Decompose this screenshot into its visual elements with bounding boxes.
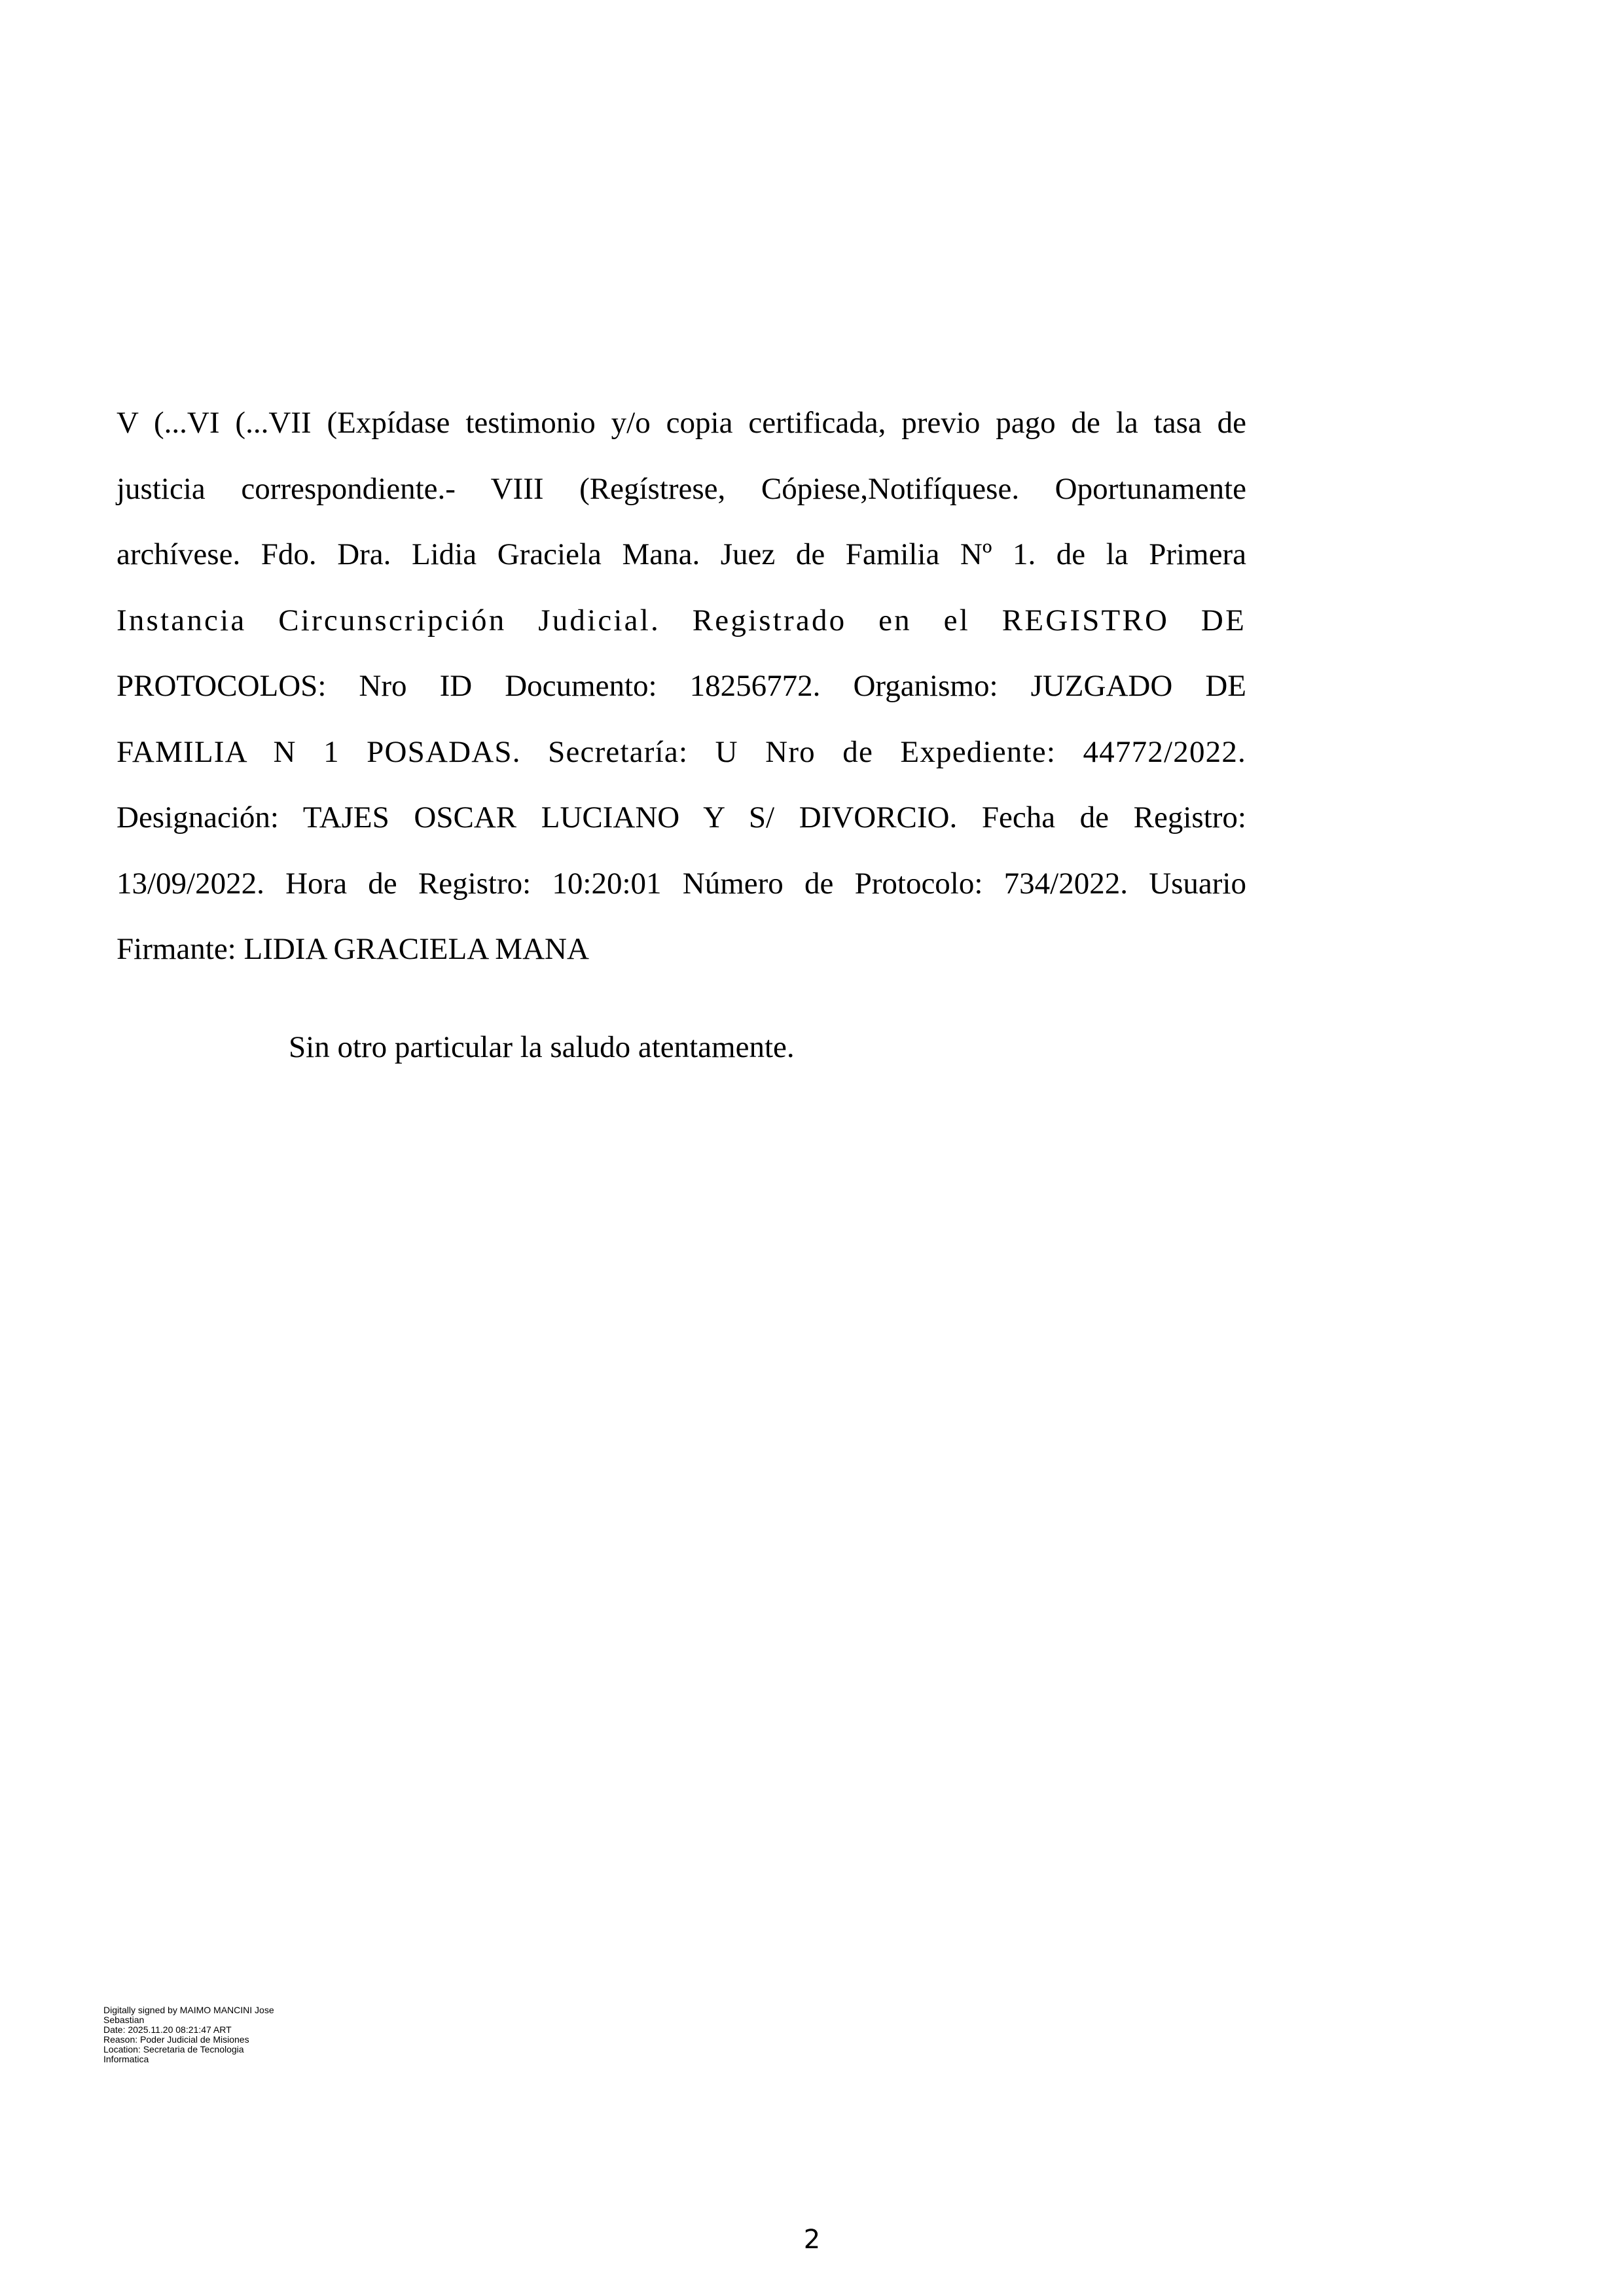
signature-location: Location: Secretaria de Tecnologia xyxy=(103,2044,244,2054)
body-line-4: Instancia Circunscripción Judicial. Registrado en el REGISTRO DE xyxy=(117,603,1246,637)
body-line-3: archívese. Fdo. Dra. Lidia Graciela Mana. Juez de Familia Nº 1. de la Primera xyxy=(117,537,1246,571)
body-line-5: PROTOCOLOS: Nro ID Documento: 18256772. Organismo: JUZGADO DE xyxy=(117,669,1246,703)
digital-signature-block xyxy=(103,2005,378,2064)
signature-signer: Digitally signed by MAIMO MANCINI Jose xyxy=(103,2005,274,2015)
signature-reason: Reason: Poder Judicial de Misiones xyxy=(103,2034,249,2045)
body-line-7: Designación: TAJES OSCAR LUCIANO Y S/ DIVORCIO. Fecha de Registro: xyxy=(117,800,1246,834)
closing-salutation: Sin otro particular la saludo atentamente. xyxy=(289,1030,795,1064)
body-line-9: Firmante: LIDIA GRACIELA MANA xyxy=(117,932,589,966)
body-line-6: FAMILIA N 1 POSADAS. Secretaría: U Nro de Expediente: 44772/2022. xyxy=(117,734,1246,769)
body-line-8: 13/09/2022. Hora de Registro: 10:20:01 Número de Protocolo: 734/2022. Usuario xyxy=(117,866,1246,901)
signature-signer-cont: Sebastian xyxy=(103,2015,145,2025)
page-number: 2 xyxy=(803,2225,821,2255)
body-line-2: justicia correspondiente.- VIII (Regístrese, Cópiese,Notifíquese. Oportunamente xyxy=(117,471,1246,506)
resolution-text xyxy=(117,390,1246,982)
signature-date: Date: 2025.11.20 08:21:47 ART xyxy=(103,2024,232,2035)
body-line-1: V (...VI (...VII (Expídase testimonio y/o copia certificada, previo pago de la tasa de xyxy=(117,406,1246,440)
signature-location-cont: Informatica xyxy=(103,2054,149,2064)
